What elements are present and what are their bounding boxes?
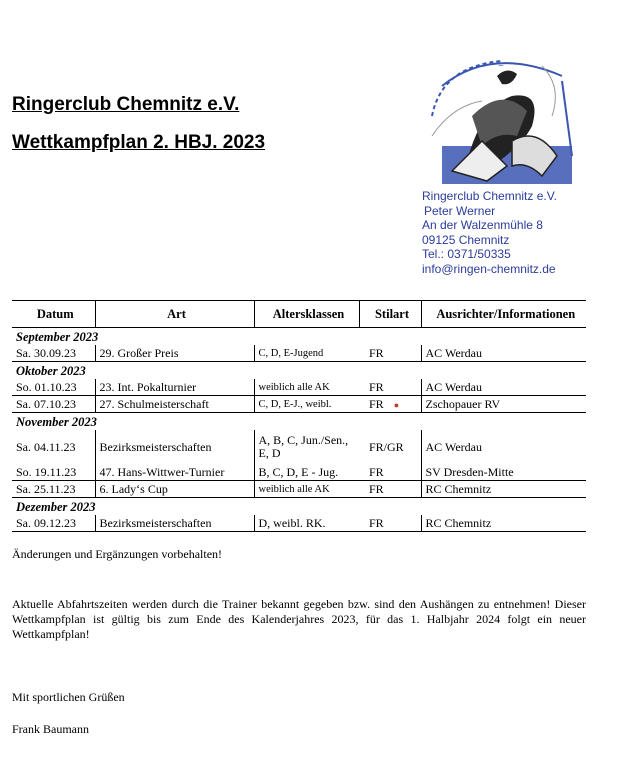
month-label: November 2023 (16, 414, 97, 429)
cell-art: 29. Großer Preis (95, 345, 254, 362)
cell-datum: Sa. 04.11.23 (16, 439, 76, 454)
address-line: Peter Werner (424, 203, 496, 218)
cell-datum: Sa. 25.11.23 (12, 481, 95, 498)
table-row (12, 345, 586, 362)
cell-ausrichter: RC Chemnitz (421, 515, 586, 532)
svg-text:~: ~ (498, 62, 504, 70)
address-line: An der Walzenmühle 8 (422, 218, 543, 233)
table-header-row (12, 301, 586, 328)
address-line: 09125 Chemnitz (422, 232, 510, 247)
month-row (12, 413, 586, 431)
signature-name: Frank Baumann (12, 722, 89, 736)
cell-stil: FR (369, 396, 384, 411)
address-line: Ringerclub Chemnitz e.V. (422, 189, 557, 203)
col-stilart: Stilart (359, 301, 421, 328)
cell-ak: weiblich alle AK (254, 379, 359, 396)
table-row (12, 515, 586, 532)
table-row (12, 396, 586, 413)
greeting: Mit sportlichen Grüßen (12, 690, 125, 704)
cell-datum: So. 01.10.23 (12, 379, 95, 396)
cell-ausrichter: SV Dresden-Mitte (421, 464, 586, 481)
wrestlers-logo-icon (412, 46, 584, 186)
cell-stil: FR (359, 345, 421, 362)
cell-stil: FR (359, 464, 421, 481)
red-dot-icon: ● (393, 399, 400, 410)
competition-table (12, 300, 586, 532)
club-address (422, 189, 557, 277)
month-label: September 2023 (16, 329, 99, 344)
cell-ak: weiblich alle AK (254, 481, 359, 498)
cell-datum: Sa. 30.09.23 (12, 345, 95, 362)
cell-ak: D, weibl. RK. (254, 515, 359, 532)
cell-stil: FR/GR (369, 439, 404, 454)
changes-note: Änderungen und Ergänzungen vorbehalten! (12, 547, 223, 561)
cell-datum: Sa. 07.10.23 (12, 396, 95, 413)
departure-info: Aktuelle Abfahrtszeiten werden durch die Trainer bekannt gegeben bzw. sind den Aushängen zu entnehmen! Dieser Wettkampfplan ist gültig bis zum Ende des Kalenderjahres 2023, für das 1. Halbjahr 2024 folgt ein neuer Wettkampfplan! (12, 597, 586, 641)
month-row (12, 328, 586, 346)
month-row (12, 498, 586, 516)
plan-title: Wettkampfplan 2. HBJ. 2023 (12, 132, 266, 153)
cell-ausrichter: AC Werdau (421, 430, 586, 464)
month-label: Oktober 2023 (16, 363, 86, 378)
col-datum: Datum (12, 301, 95, 328)
col-altersklassen: Altersklassen (254, 301, 359, 328)
cell-datum: Sa. 09.12.23 (12, 515, 95, 532)
cell-ausrichter: AC Werdau (421, 345, 586, 362)
cell-ausrichter: AC Werdau (421, 379, 586, 396)
table-row (12, 464, 586, 481)
cell-stil-with-dot (359, 396, 421, 413)
cell-stil: FR (359, 481, 421, 498)
cell-art: 27. Schulmeisterschaft (95, 396, 254, 413)
table-row (12, 430, 586, 464)
table-row (12, 379, 586, 396)
cell-art: 47. Hans-Wittwer-Turnier (95, 464, 254, 481)
col-art: Art (95, 301, 254, 328)
cell-art: Bezirksmeisterschaften (95, 515, 254, 532)
cell-ak: A, B, C, Jun./Sen., E, D (254, 430, 359, 464)
cell-stil: FR (359, 379, 421, 396)
month-row (12, 362, 586, 380)
month-label: Dezember 2023 (16, 499, 96, 514)
cell-ausrichter: RC Chemnitz (421, 481, 586, 498)
club-title: Ringerclub Chemnitz e.V. (12, 94, 240, 115)
cell-ausrichter: Zschopauer RV (421, 396, 586, 413)
cell-art: 23. Int. Pokalturnier (95, 379, 254, 396)
cell-ak: C, D, E-Jugend (254, 345, 359, 362)
email-link[interactable]: info@ringen-chemnitz.de (422, 261, 556, 276)
cell-art: Bezirksmeisterschaften (95, 430, 254, 464)
col-ausrichter: Ausrichter/Informationen (421, 301, 586, 328)
address-line: Tel.: 0371/50335 (422, 247, 511, 262)
cell-art: 6. Lady‘s Cup (95, 481, 254, 498)
cell-stil: FR (359, 515, 421, 532)
cell-ak: B, C, D, E - Jug. (254, 464, 359, 481)
cell-datum: So. 19.11.23 (12, 464, 95, 481)
cell-ak: C, D, E-J., weibl. (254, 396, 359, 413)
table-row (12, 481, 586, 498)
